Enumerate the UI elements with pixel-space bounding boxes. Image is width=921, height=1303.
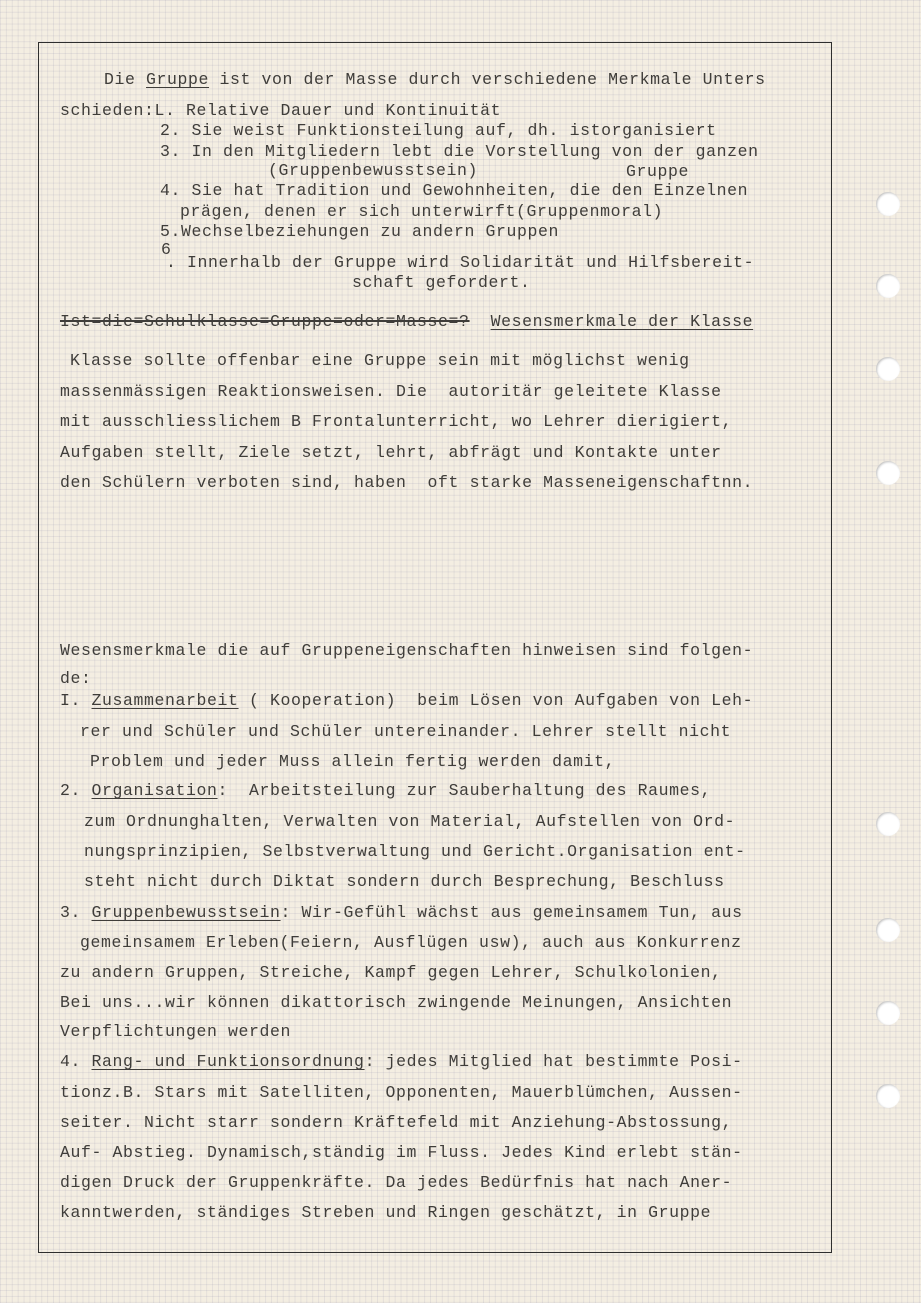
struck-heading: Ist=die=Schulklasse=Gruppe=oder=Masse=? (60, 312, 470, 331)
underlined-term: Gruppe (146, 70, 210, 89)
text-line: rer und Schüler und Schüler untereinander. Lehrer stellt nicht (80, 722, 732, 741)
list-number: 6 (161, 240, 172, 259)
punch-hole (876, 1001, 900, 1025)
text-segment: : Wir-Gefühl wächst aus gemeinsamem Tun, aus (280, 903, 743, 922)
text-line: mit ausschliesslichem B Frontalunterricht, wo Lehrer dierigiert, (60, 412, 733, 431)
list-item (60, 781, 711, 801)
list-number: 4. (60, 1052, 92, 1071)
text-line: Aufgaben stellt, Ziele setzt, lehrt, abfrägt und Kontakte unter (60, 443, 722, 462)
text-line: Klasse sollte offenbar eine Gruppe sein mit möglichst wenig (70, 351, 690, 370)
text-line: digen Druck der Gruppenkräfte. Da jedes Bedürfnis hat nach Aner- (60, 1173, 733, 1192)
section-title: Wesensmerkmale der Klasse (490, 312, 754, 331)
list-number: 2. (60, 781, 92, 800)
underlined-term: Gruppenbewusstsein (91, 903, 281, 922)
text-segment: : Arbeitsteilung zur Sauberhaltung des Raumes, (217, 781, 712, 800)
text-line: Bei uns...wir können dikattorisch zwingende Meinungen, Ansichten (60, 993, 733, 1012)
text-line: schieden:L. Relative Dauer und Kontinuität (60, 101, 502, 120)
text-line: zum Ordnunghalten, Verwalten von Material, Aufstellen von Ord- (84, 812, 736, 831)
text-line: seiter. Nicht starr sondern Kräftefeld mit Anziehung-Abstossung, (60, 1113, 733, 1132)
text-line (104, 70, 766, 90)
list-item (60, 1052, 743, 1072)
text-segment: : jedes Mitglied hat bestimmte Posi- (364, 1052, 743, 1071)
list-item (60, 691, 753, 711)
text-line: kanntwerden, ständiges Streben und Ringen geschätzt, in Gruppe (60, 1203, 712, 1222)
text-line: gemeinsamem Erleben(Feiern, Ausflügen usw), auch aus Konkurrenz (80, 933, 742, 952)
underlined-term: Zusammenarbeit (91, 691, 239, 710)
text-line: Wesensmerkmale die auf Gruppeneigenschaften hinweisen sind folgen- (60, 641, 754, 660)
text-segment: Die (104, 70, 147, 89)
text-line: Verpflichtungen werden (60, 1022, 292, 1041)
list-item: 5.Wechselbeziehungen zu andern Gruppen (160, 222, 560, 241)
text-line: Problem und jeder Muss allein fertig werden damit, (90, 752, 616, 771)
text-line: de: (60, 669, 92, 688)
list-item: 4. Sie hat Tradition und Gewohnheiten, die den Einzelnen (160, 181, 749, 200)
list-item: . Innerhalb der Gruppe wird Solidarität und Hilfsbereit- (166, 253, 755, 272)
text-line: prägen, denen er sich unterwirft(Gruppenmoral) (180, 202, 664, 221)
section-heading (60, 312, 753, 332)
text-line: den Schülern verboten sind, haben oft starke Masseneigenschaftnn. (60, 473, 754, 492)
punch-hole (876, 357, 900, 381)
punch-hole (876, 812, 900, 836)
text-line: tionz.B. Stars mit Satelliten, Opponenten, Mauerblümchen, Aussen- (60, 1083, 743, 1102)
punch-hole (876, 274, 900, 298)
text-line: nungsprinzipien, Selbstverwaltung und Gericht.Organisation ent- (84, 842, 746, 861)
text-line: (Gruppenbewusstsein) (268, 161, 479, 180)
punch-hole (876, 192, 900, 216)
text-segment: ist von der Masse durch verschiedene Merkmale Unters (209, 70, 766, 89)
list-number: 3. (60, 903, 92, 922)
text-line: massenmässigen Reaktionsweisen. Die autoritär geleitete Klasse (60, 382, 722, 401)
text-line: steht nicht durch Diktat sondern durch Besprechung, Beschluss (84, 872, 725, 891)
list-item (60, 903, 743, 923)
text-line: Auf- Abstieg. Dynamisch,ständig im Fluss. Jedes Kind erlebt stän- (60, 1143, 743, 1162)
underlined-term: Rang- und Funktionsordnung (91, 1052, 365, 1071)
punch-hole (876, 461, 900, 485)
text-line: zu andern Gruppen, Streiche, Kampf gegen Lehrer, Schulkolonien, (60, 963, 722, 982)
punch-hole (876, 1084, 900, 1108)
list-item: 3. In den Mitgliedern lebt die Vorstellung von der ganzen (160, 142, 759, 161)
underlined-term: Organisation (91, 781, 218, 800)
punch-hole (876, 918, 900, 942)
text-segment: ( Kooperation) beim Lösen von Aufgaben von Leh- (238, 691, 754, 710)
text-line: schaft gefordert. (352, 273, 531, 292)
list-item: 2. Sie weist Funktionsteilung auf, dh. istorganisiert (160, 121, 717, 140)
list-number: I. (60, 691, 92, 710)
text-line: Gruppe (626, 162, 690, 181)
